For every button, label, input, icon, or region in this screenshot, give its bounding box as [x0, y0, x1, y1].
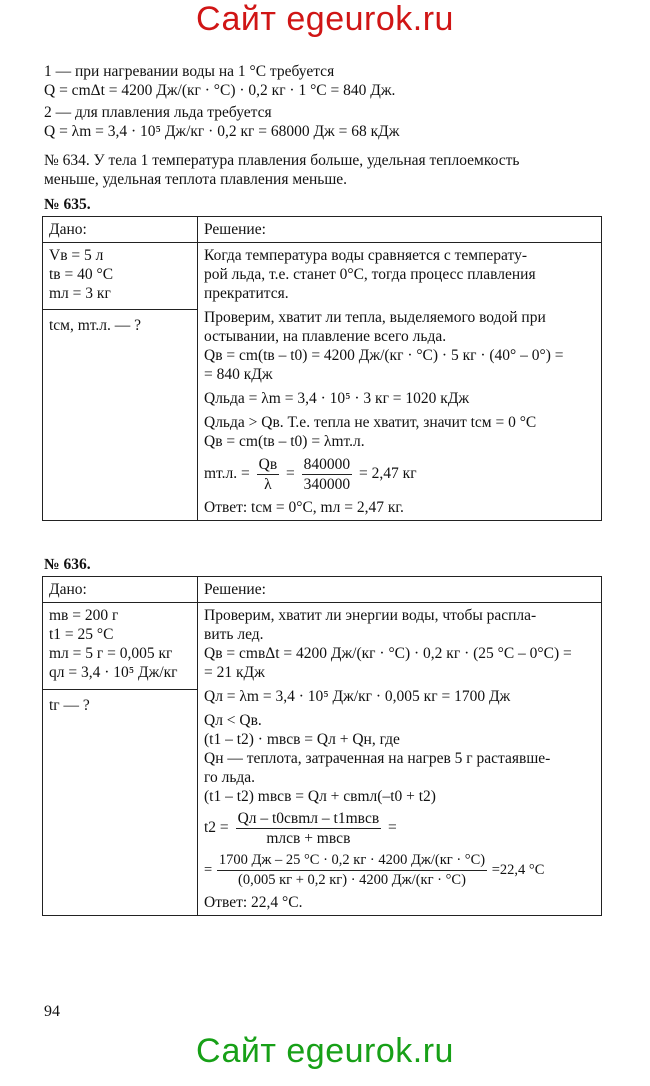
task-636-given-cell	[43, 603, 198, 916]
formula-q-water: Qв = cmвΔt = 4200 Дж/(кг · °С) · 0,2 кг · (25 °С – 0°С) =	[204, 645, 572, 662]
task-635-find: tсм, mт.л. — ?	[49, 317, 142, 334]
task-635-heading: № 635.	[44, 196, 91, 213]
formula-melted-mass	[204, 455, 595, 494]
given-water-temp: tв = 40 °С	[49, 266, 114, 283]
task-636-given-header: Дано:	[43, 577, 198, 603]
explanation-line: го льда.	[204, 769, 256, 786]
fraction-q-over-lambda	[257, 455, 280, 494]
formula-q-ice: Qльда = λm = 3,4 · 10⁵ · 3 кг = 1020 кДж	[204, 390, 470, 407]
formula-q-ice: Qл = λm = 3,4 · 10⁵ Дж/кг · 0,005 кг = 1700 Дж	[204, 688, 511, 705]
solution-line: прекратится.	[204, 285, 289, 302]
formula-result: =22,4 °С	[491, 861, 545, 878]
intro-line-1: 1 — при нагревании воды на 1 °С требуется	[44, 63, 335, 80]
solution-line: остывании, на плавление всего льда.	[204, 328, 447, 345]
task-635-given-cell	[43, 243, 198, 521]
formula-q-water-result: = 840 кДж	[204, 366, 273, 383]
balance-equation: (t1 – t2) · mвcв = Qл + Qн, где	[204, 731, 400, 748]
formula-final-temp	[204, 809, 595, 848]
task-636-table	[42, 576, 602, 916]
task-635-table	[42, 216, 602, 521]
given-water-mass: mв = 200 г	[49, 607, 119, 624]
explanation-line: Qн — теплота, затраченная на нагрев 5 г растаявше-	[204, 750, 551, 767]
equals-sign: =	[204, 861, 213, 878]
expanded-equation: (t1 – t2) mвcв = Qл + cвmл(–t0 + t2)	[204, 788, 436, 805]
fraction-denominator: 340000	[303, 476, 351, 493]
solution-line: рой льда, т.е. станет 0°С, тогда процесс плавления	[204, 266, 536, 283]
solution-line: Проверим, хватит ли тепла, выделяемого водой при	[204, 309, 546, 326]
task-636-find: tг — ?	[49, 697, 90, 714]
site-watermark-top: Сайт egeurok.ru	[196, 0, 454, 38]
task-636-given-values	[43, 603, 197, 690]
fraction-symbolic	[236, 809, 382, 848]
task-635-given-header: Дано:	[43, 217, 198, 243]
task-635-header-row	[43, 217, 602, 243]
answer-line: Ответ: tсм = 0°С, mл = 2,47 кг.	[204, 499, 404, 516]
balance-equation: Qв = cm(tв – t0) = λmт.л.	[204, 433, 365, 450]
given-fusion-heat: qл = 3,4 · 10⁵ Дж/кг	[49, 664, 178, 681]
task-634-line-2: меньше, удельная теплота плавления меньше.	[44, 171, 348, 188]
comparison-line: Qл < Qв.	[204, 712, 262, 729]
task-636-solution-header: Решение:	[198, 577, 602, 603]
formula-result: = 2,47 кг	[359, 465, 417, 483]
given-initial-temp: t1 = 25 °С	[49, 626, 114, 643]
task-635-solution-header: Решение:	[198, 217, 602, 243]
solution-line: Когда температура воды сравняется с температу-	[204, 247, 528, 264]
given-volume: Vв = 5 л	[49, 247, 104, 264]
equals-sign: =	[388, 819, 397, 837]
answer-line: Ответ: 22,4 °С.	[204, 894, 303, 911]
fraction-denominator: λ	[264, 476, 272, 493]
page-number: 94	[44, 1003, 60, 1020]
task-636-heading: № 636.	[44, 556, 91, 573]
solution-line: Проверим, хватит ли энергии воды, чтобы распла-	[204, 607, 537, 624]
fraction-numerator: 1700 Дж – 25 °С · 0,2 кг · 4200 Дж/(кг · °С)	[217, 851, 487, 871]
formula-q-water-result: = 21 кДж	[204, 664, 265, 681]
task-635-solution-cell	[198, 243, 602, 521]
fraction-numerator: Qв	[258, 456, 278, 473]
equals-sign: =	[286, 465, 299, 483]
given-ice-mass: mл = 3 кг	[49, 285, 111, 302]
task-634-line-1: № 634. У тела 1 температура плавления больше, удельная теплоемкость	[44, 152, 520, 169]
solution-line: вить лед.	[204, 626, 264, 643]
intro-line-2: 2 — для плавления льда требуется	[44, 104, 272, 121]
fraction-numerator: 840000	[303, 456, 351, 473]
formula-lhs: mт.л. =	[204, 465, 254, 483]
task-636-solution-cell	[198, 603, 602, 916]
task-636-header-row	[43, 577, 602, 603]
site-watermark-bottom: Сайт egeurok.ru	[196, 1032, 454, 1070]
task-635-body-row	[43, 243, 602, 521]
fraction-numeric	[217, 851, 487, 890]
fraction-numerator: Qл – t0cвmл – t1mвcв	[237, 810, 380, 827]
intro-formula-1: Q = cmΔt = 4200 Дж/(кг · °С) · 0,2 кг · 1 °С = 840 Дж.	[44, 82, 396, 99]
comparison-line: Qльда > Qв. Т.е. тепла не хватит, значит tсм = 0 °С	[204, 414, 537, 431]
intro-formula-2: Q = λm = 3,4 · 10⁵ Дж/кг · 0,2 кг = 68000 Дж = 68 кДж	[44, 123, 400, 140]
fraction-denominator: (0,005 кг + 0,2 кг) · 4200 Дж/(кг · °С)	[238, 872, 466, 888]
given-ice-mass: mл = 5 г = 0,005 кг	[49, 645, 173, 662]
fraction-numeric	[302, 455, 353, 494]
task-636-body-row	[43, 603, 602, 916]
formula-numeric	[204, 851, 595, 890]
fraction-denominator: mлcв + mвcв	[266, 830, 351, 847]
task-635-given-values	[43, 243, 197, 310]
formula-q-water: Qв = cm(tв – t0) = 4200 Дж/(кг · °С) · 5 кг · (40° – 0°) =	[204, 347, 564, 364]
formula-lhs: t2 =	[204, 819, 233, 837]
